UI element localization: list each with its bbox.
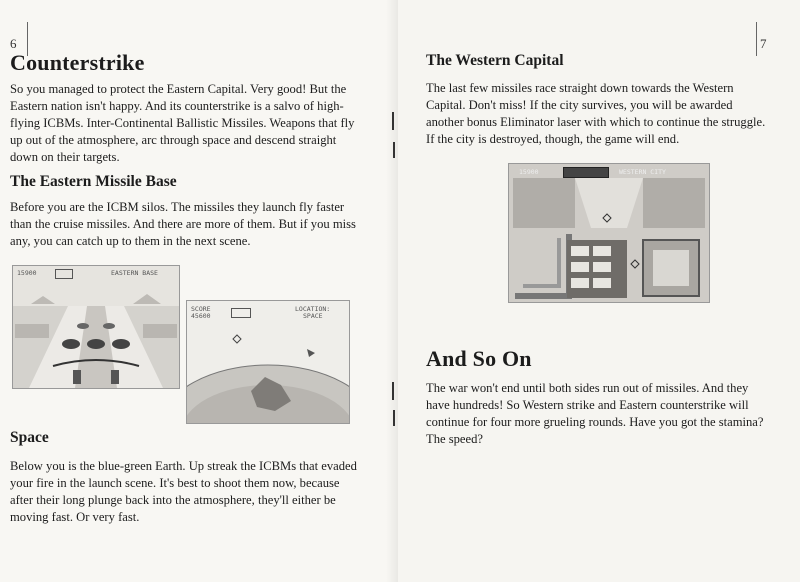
- western-city-scene: [509, 164, 709, 302]
- space-laser-gauge: [231, 308, 251, 318]
- space-location: SPACE: [303, 312, 323, 320]
- western-city-location: WESTERN CITY: [619, 168, 666, 176]
- intro-paragraph: So you managed to protect the Eastern Capital. Very good! But the Eastern nation isn't happy. And its counterstrike is a salvo of high-flying ICBMs. Inter-Continental Ballistic Missiles. Weapons that fly up out of the atmosphere, arc through space and descend straight down on their targets.: [10, 82, 355, 164]
- page-number-left: 6: [10, 36, 17, 51]
- gutter-mark-2: [393, 142, 395, 158]
- eastern-base-scene: [13, 266, 179, 388]
- page-number-right: 7: [760, 36, 767, 51]
- space-score: 45600: [191, 312, 211, 320]
- heading-eastern-missile-base: The Eastern Missile Base: [10, 173, 177, 190]
- left-page: [0, 0, 398, 582]
- space-paragraph: Below you is the blue-green Earth. Up streak the ICBMs that evaded your fire in the launch scene. It's best to shoot them now, because after their long plunge back into the atmosphere, they'll either be moving fast. Or very fast.: [10, 459, 357, 524]
- right-page: [398, 0, 800, 582]
- space-location-label: LOCATION:: [295, 305, 331, 313]
- eastern-base-location: EASTERN BASE: [111, 269, 158, 277]
- missile-base-paragraph: Before you are the ICBM silos. The missiles they launch fly faster than the cruise missiles. And there are more of them. But if you miss any, you can catch up to them in the next scene.: [10, 200, 356, 248]
- eastern-base-score: 15900: [17, 269, 37, 277]
- eastern-base-laser-gauge: [55, 269, 73, 279]
- heading-western-capital: The Western Capital: [426, 52, 564, 69]
- gutter-mark-1: [392, 112, 394, 130]
- heading-space: Space: [10, 429, 49, 446]
- western-capital-paragraph: The last few missiles race straight down towards the Western Capital. Don't miss! If the city survives, you will be awarded another bonus Eliminator laser with which to continue the struggle. If the city is destroyed, though, the game will end.: [426, 81, 766, 146]
- western-city-score: 15900: [519, 168, 539, 176]
- section-title-and-so-on: And So On: [426, 346, 532, 371]
- western-city-laser-gauge: [563, 167, 609, 178]
- section-title-counterstrike: Counterstrike: [10, 50, 145, 75]
- and-so-on-paragraph: The war won't end until both sides run out of missiles. And they have hundreds! So Western strike and Eastern counterstrike will continue for four more grueling rounds. Have you got the stamina? The speed?: [426, 381, 764, 446]
- screenshot-western-city: [508, 163, 710, 303]
- screenshot-eastern-base: [12, 265, 180, 389]
- screenshot-space: [186, 300, 350, 424]
- space-scene: [187, 301, 349, 423]
- space-score-label: SCORE: [191, 305, 211, 313]
- gutter-mark-3: [392, 382, 394, 400]
- gutter-mark-4: [393, 410, 395, 426]
- page-rule-right: [756, 22, 757, 56]
